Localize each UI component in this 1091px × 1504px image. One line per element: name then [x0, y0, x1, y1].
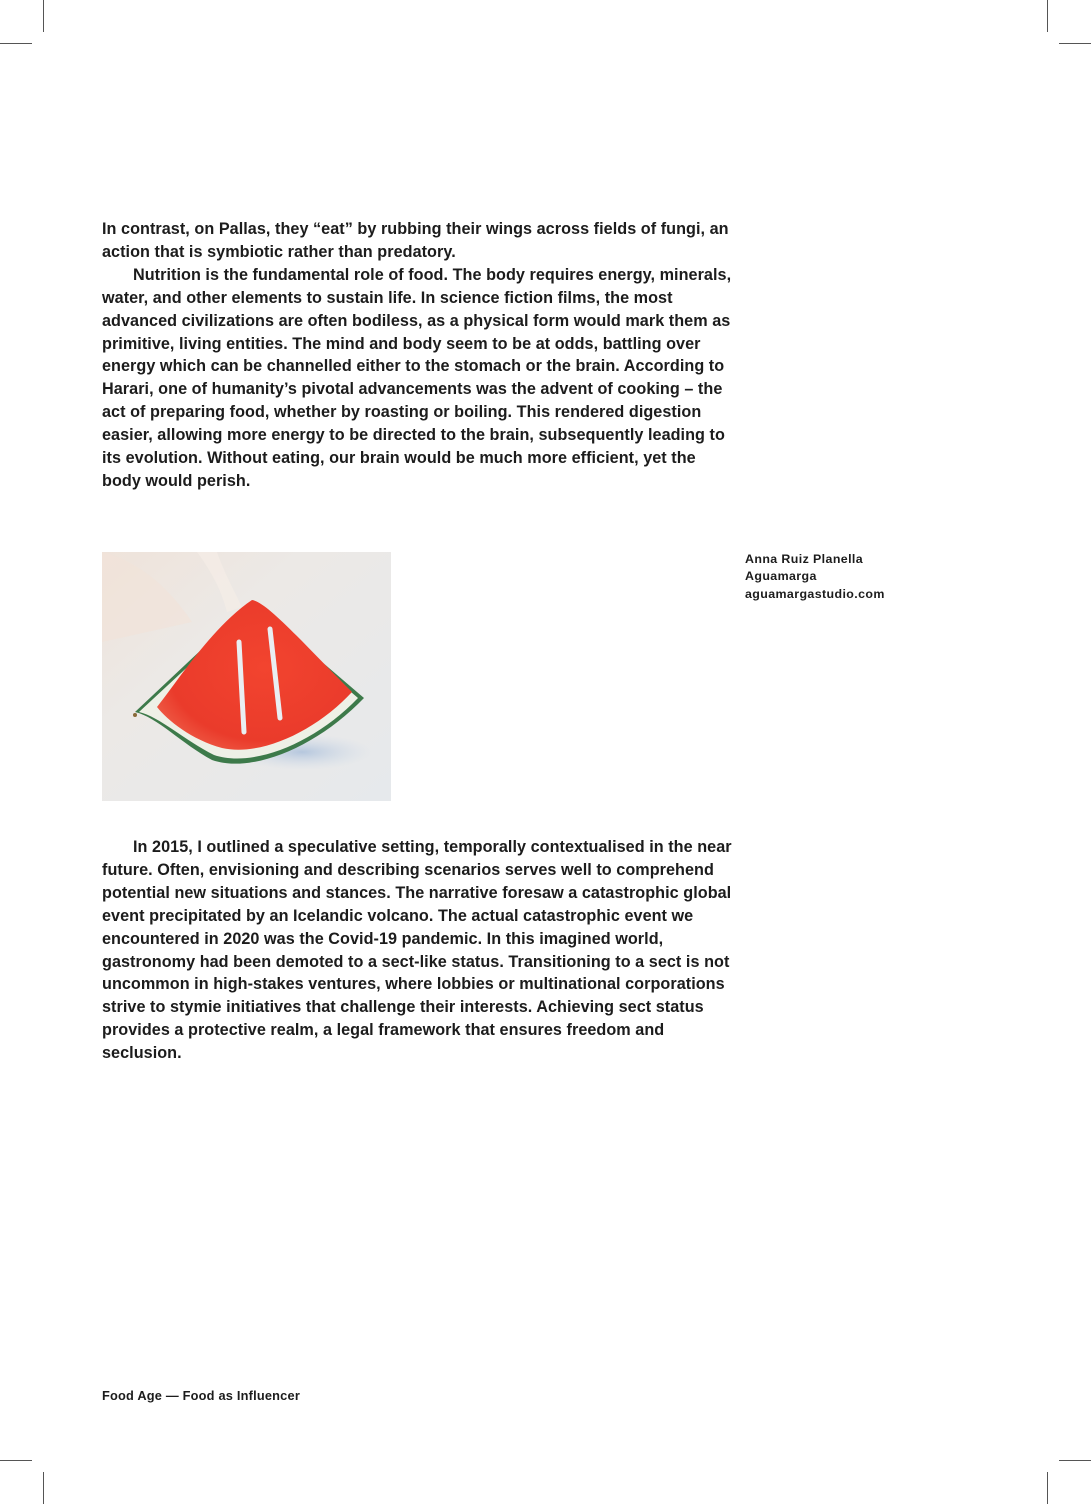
- paragraph: In 2015, I outlined a speculative setting, temporally contextualised in the near future. Often, envisioning and describing scenarios serves well to comprehend potential new situations and stances. The narrative foresaw a catastrophic global event precipitated by an Icelandic volcano. The actual catastrophic event we encountered in 2020 was the Covid-19 pandemic. In this imagined world, gastronomy had been demoted to a sect-like status. Transitioning to a sect is not uncommon in high-stakes ventures, where lobbies or multinational corporations strive to stymie initiatives that challenge their interests. Achieving sect status provides a protective realm, a legal framework that ensures freedom and seclusion.: [102, 838, 732, 1063]
- credit-name: Anna Ruiz Planella: [745, 552, 864, 566]
- crop-mark-top-left-vertical: [43, 0, 44, 32]
- paragraph: Nutrition is the fundamental role of food. The body requires energy, minerals, water, and other elements to sustain life. In science fiction films, the most advanced civilizations are often bodiless, as a physical form would mark them as primitive, living entities. The mind and body seem to be at odds, battling over energy which can be channelled either to the stomach or the brain. According to Harari, one of humanity’s pivotal advancements was the advent of cooking – the act of preparing food, whether by roasting or boiling. This rendered digestion easier, allowing more energy to be directed to the brain, subsequently leading to its evolution. Without eating, our brain would be much more efficient, yet the body would perish.: [102, 265, 732, 490]
- running-footer: Food Age — Food as Influencer: [102, 1388, 300, 1403]
- credit-website: aguamargastudio.com: [745, 586, 885, 601]
- article-text-top: [102, 218, 734, 493]
- crop-mark-bottom-left-vertical: [43, 1472, 44, 1504]
- crop-mark-bottom-left-horizontal: [0, 1460, 32, 1461]
- credit-studio: Aguamarga: [745, 569, 817, 584]
- watermelon-photo: [102, 552, 391, 801]
- crop-mark-top-right-horizontal: [1059, 43, 1091, 44]
- crop-mark-top-right-vertical: [1047, 0, 1048, 32]
- crop-mark-top-left-horizontal: [0, 43, 32, 44]
- article-text-bottom: [102, 836, 734, 1065]
- photo-credit: [745, 551, 885, 603]
- paragraph: In contrast, on Pallas, they “eat” by rubbing their wings across fields of fungi, an action that is symbiotic rather than predatory.: [102, 220, 729, 261]
- crop-mark-bottom-right-vertical: [1047, 1472, 1048, 1504]
- crop-mark-bottom-right-horizontal: [1059, 1460, 1091, 1461]
